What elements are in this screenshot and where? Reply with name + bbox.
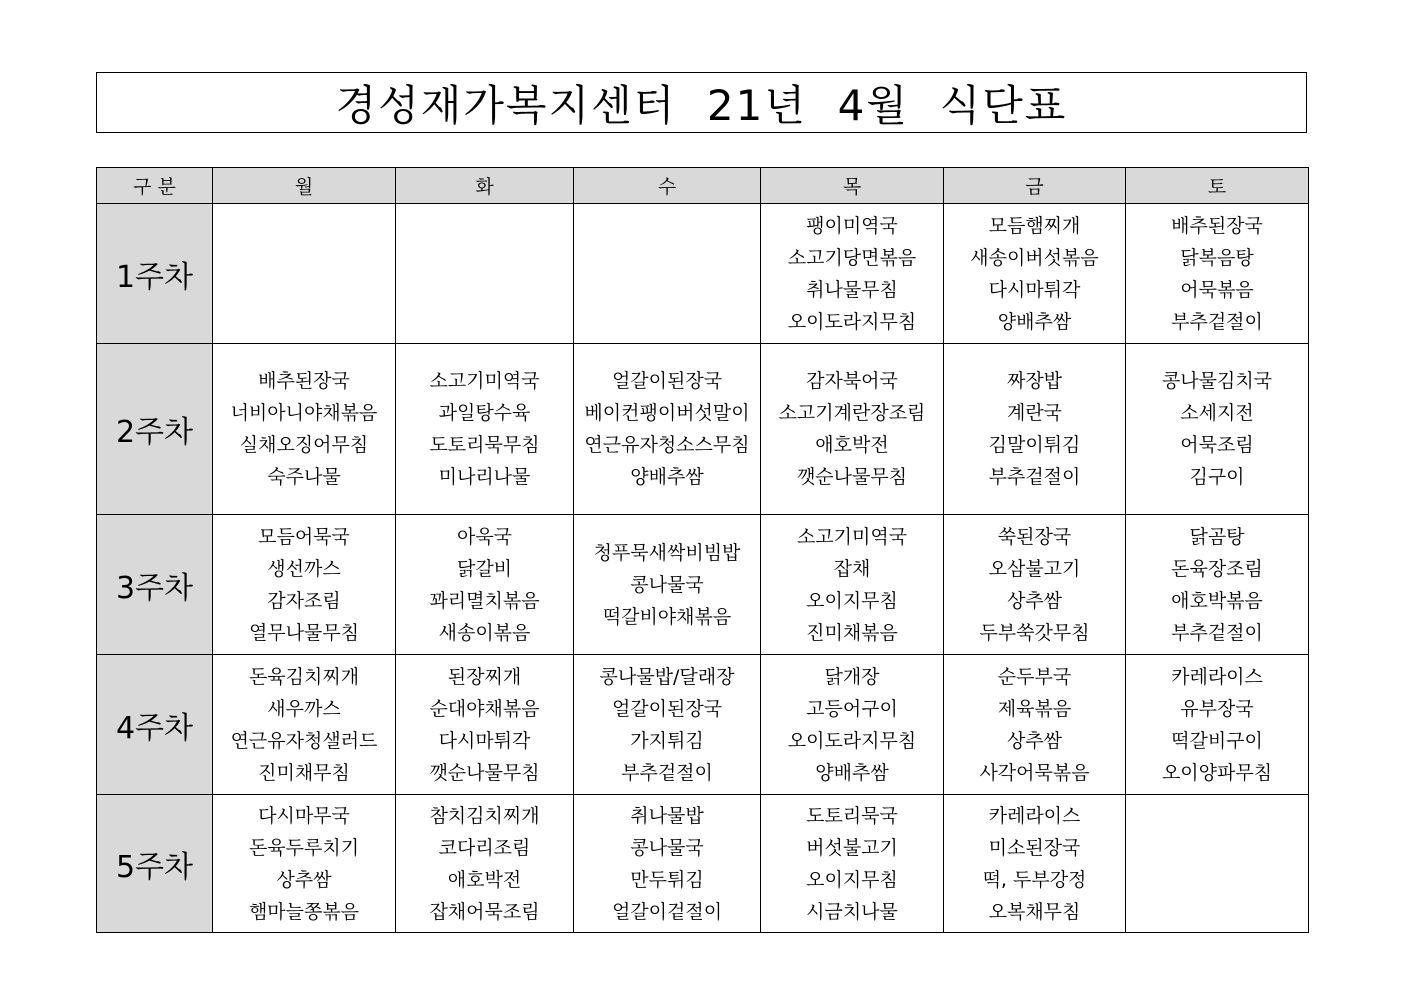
menu-cell [213, 344, 396, 515]
dish-item: 애호박볶음 [1171, 589, 1263, 612]
dish-item: 진미채무침 [258, 761, 350, 784]
dish-item: 꽈리멸치볶음 [429, 589, 540, 612]
dish-item: 잡채 [833, 557, 871, 580]
dish-item: 다시마튀각 [438, 729, 531, 752]
dish-item: 진미채볶음 [806, 621, 898, 644]
menu-cell [213, 795, 396, 933]
dish-item: 닭갈비 [456, 557, 513, 580]
menu-cell [213, 204, 396, 344]
menu-cell [213, 515, 396, 655]
dish-item: 소고기미역국 [429, 370, 540, 392]
dish-item: 아욱국 [456, 525, 513, 548]
dish-item: 코다리조림 [438, 836, 531, 859]
dish-item: 실채오징어무침 [239, 434, 369, 456]
dish-item: 깻순나물무침 [796, 466, 908, 488]
dish-item: 카레라이스 [1171, 665, 1263, 688]
dish-item: 부추겉절이 [621, 761, 713, 784]
page-title: 경성재가복지센터 21년 4월 식단표 [335, 80, 1068, 130]
dish-item: 새우까스 [267, 697, 341, 720]
menu-cell [944, 344, 1126, 515]
dish-item: 오이양파무침 [1161, 761, 1273, 784]
dish-item: 오삼불고기 [988, 557, 1081, 580]
menu-cell [761, 795, 944, 933]
dish-item: 햄마늘쫑볶음 [248, 900, 360, 923]
dish-item: 된장찌개 [447, 665, 522, 688]
dish-item: 감자북어국 [806, 370, 898, 392]
dish-item: 쑥된장국 [997, 525, 1072, 548]
dish-item: 얼갈이된장국 [611, 370, 723, 392]
dish-item: 김말이튀김 [988, 434, 1081, 456]
dish-item: 베이컨팽이버섯말이 [584, 402, 750, 424]
header-friday: 금 [944, 168, 1126, 204]
menu-cell [396, 204, 574, 344]
header-tuesday: 화 [396, 168, 574, 204]
dish-item: 콩나물국 [630, 836, 704, 859]
menu-cell [761, 655, 944, 795]
menu-cell [396, 515, 574, 655]
header-thursday: 목 [761, 168, 944, 204]
dish-item: 닭곰탕 [1189, 525, 1245, 548]
dish-item: 양배추쌈 [630, 466, 704, 488]
dish-item: 오이도라지무침 [787, 729, 917, 752]
dish-item: 청푸묵새싹비빔밥 [593, 541, 741, 564]
dish-item: 배추된장국 [1171, 214, 1263, 237]
menu-cell [761, 204, 944, 344]
header-wednesday: 수 [574, 168, 761, 204]
menu-cell [396, 795, 574, 933]
dish-item: 상추쌈 [1006, 589, 1063, 612]
dish-item: 오복채무침 [988, 900, 1081, 923]
dish-item: 잡채어묵조림 [429, 900, 540, 923]
dish-item: 양배추쌈 [815, 761, 889, 784]
dish-item: 카레라이스 [988, 804, 1081, 827]
menu-cell [1126, 515, 1309, 655]
dish-item: 떡갈비야채볶음 [602, 605, 732, 628]
dish-item: 다시마튀각 [988, 278, 1081, 301]
dish-item: 부추겉절이 [1171, 621, 1263, 644]
week-label: 1주차 [97, 204, 213, 344]
dish-item: 새송이버섯볶음 [970, 246, 1099, 269]
dish-item: 감자조림 [267, 589, 341, 612]
menu-cell [396, 344, 574, 515]
dish-item: 닭개장 [824, 665, 880, 688]
dish-item: 소고기당면볶음 [787, 246, 917, 269]
dish-item: 돈육장조림 [1171, 557, 1263, 580]
dish-item: 짜장밥 [1006, 370, 1063, 392]
dish-item: 상추쌈 [276, 868, 332, 891]
dish-item: 팽이미역국 [806, 214, 898, 237]
menu-cell [1126, 795, 1309, 933]
dish-item: 순두부국 [997, 665, 1072, 688]
dish-item: 애호박전 [447, 868, 522, 891]
week-row [97, 795, 1309, 933]
week-row [97, 655, 1309, 795]
dish-item: 연근유자청소스무침 [584, 434, 750, 456]
dish-item: 다시마무국 [258, 804, 350, 827]
dish-item: 사각어묵볶음 [979, 761, 1090, 784]
menu-cell [574, 795, 761, 933]
dish-item: 미소된장국 [988, 836, 1081, 859]
dish-item: 부추겉절이 [988, 466, 1081, 488]
dish-item: 가지튀김 [630, 729, 704, 752]
menu-cell [574, 655, 761, 795]
dish-item: 도토리묵국 [806, 804, 898, 827]
dish-item: 애호박전 [815, 434, 889, 456]
dish-item: 돈육두루치기 [248, 836, 360, 859]
dish-item: 오이도라지무침 [787, 310, 917, 333]
dish-item: 오이지무침 [806, 868, 898, 891]
dish-item: 어묵조림 [1180, 434, 1254, 456]
dish-item: 얼갈이된장국 [611, 697, 723, 720]
dish-item: 취나물무침 [806, 278, 898, 301]
dish-item: 만두튀김 [630, 868, 704, 891]
week-row [97, 344, 1309, 515]
title-box [96, 72, 1307, 133]
dish-item: 배추된장국 [258, 370, 350, 392]
dish-item: 두부쑥갓무침 [979, 621, 1090, 644]
week-row [97, 515, 1309, 655]
header-row [97, 168, 1309, 204]
dish-item: 열무나물무침 [248, 621, 360, 644]
dish-item: 콩나물김치국 [1161, 370, 1273, 392]
menu-cell [1126, 655, 1309, 795]
menu-cell [396, 655, 574, 795]
dish-item: 과일탕수육 [438, 402, 531, 424]
week-label: 4주차 [97, 655, 213, 795]
dish-item: 소고기계란장조림 [778, 402, 926, 424]
dish-item: 생선까스 [267, 557, 341, 580]
dish-item: 어묵볶음 [1180, 278, 1254, 301]
header-category: 구 분 [97, 168, 213, 204]
menu-cell [944, 655, 1126, 795]
dish-item: 새송이볶음 [438, 621, 531, 644]
week-label: 5주차 [97, 795, 213, 933]
dish-item: 고등어구이 [806, 697, 898, 720]
dish-item: 시금치나물 [806, 900, 898, 923]
week-label: 2주차 [97, 344, 213, 515]
dish-item: 닭복음탕 [1180, 246, 1254, 269]
menu-cell [574, 344, 761, 515]
dish-item: 소고기미역국 [796, 525, 908, 548]
dish-item: 취나물밥 [630, 804, 704, 827]
dish-item: 깻순나물무침 [429, 761, 540, 784]
dish-item: 숙주나물 [267, 466, 341, 488]
dish-item: 유부장국 [1180, 697, 1254, 720]
dish-item: 양배추쌈 [997, 310, 1072, 333]
menu-cell [761, 515, 944, 655]
week-label: 3주차 [97, 515, 213, 655]
dish-item: 참치김치찌개 [429, 804, 540, 827]
week-row [97, 204, 1309, 344]
dish-item: 부추겉절이 [1171, 310, 1263, 333]
dish-item: 계란국 [1006, 402, 1063, 424]
dish-item: 버섯불고기 [806, 836, 898, 859]
menu-cell [1126, 344, 1309, 515]
dish-item: 소세지전 [1180, 402, 1254, 424]
dish-item: 제육볶음 [997, 697, 1072, 720]
dish-item: 돈육김치찌개 [248, 665, 360, 688]
dish-item: 도토리묵무침 [429, 434, 540, 456]
dish-item: 떡, 두부강정 [982, 868, 1087, 891]
dish-item: 콩나물국 [630, 573, 704, 596]
dish-item: 김구이 [1189, 466, 1245, 488]
dish-item: 모듬어묵국 [258, 525, 350, 548]
dish-item: 미나리나물 [438, 466, 531, 488]
dish-item: 떡갈비구이 [1171, 729, 1263, 752]
menu-cell [761, 344, 944, 515]
dish-item: 순대야채볶음 [429, 697, 540, 720]
menu-cell [1126, 204, 1309, 344]
dish-item: 얼갈이겉절이 [611, 900, 723, 923]
menu-cell [574, 204, 761, 344]
dish-item: 콩나물밥/달래장 [599, 665, 735, 688]
menu-cell [213, 655, 396, 795]
menu-cell [944, 204, 1126, 344]
dish-item: 연근유자청샐러드 [230, 729, 378, 752]
menu-cell [944, 795, 1126, 933]
menu-cell [944, 515, 1126, 655]
menu-cell [574, 515, 761, 655]
header-saturday: 토 [1126, 168, 1309, 204]
dish-item: 너비아니야채볶음 [230, 402, 378, 424]
dish-item: 오이지무침 [806, 589, 898, 612]
header-monday: 월 [213, 168, 396, 204]
dish-item: 모듬햄찌개 [988, 214, 1081, 237]
menu-table [96, 167, 1309, 933]
dish-item: 상추쌈 [1006, 729, 1063, 752]
